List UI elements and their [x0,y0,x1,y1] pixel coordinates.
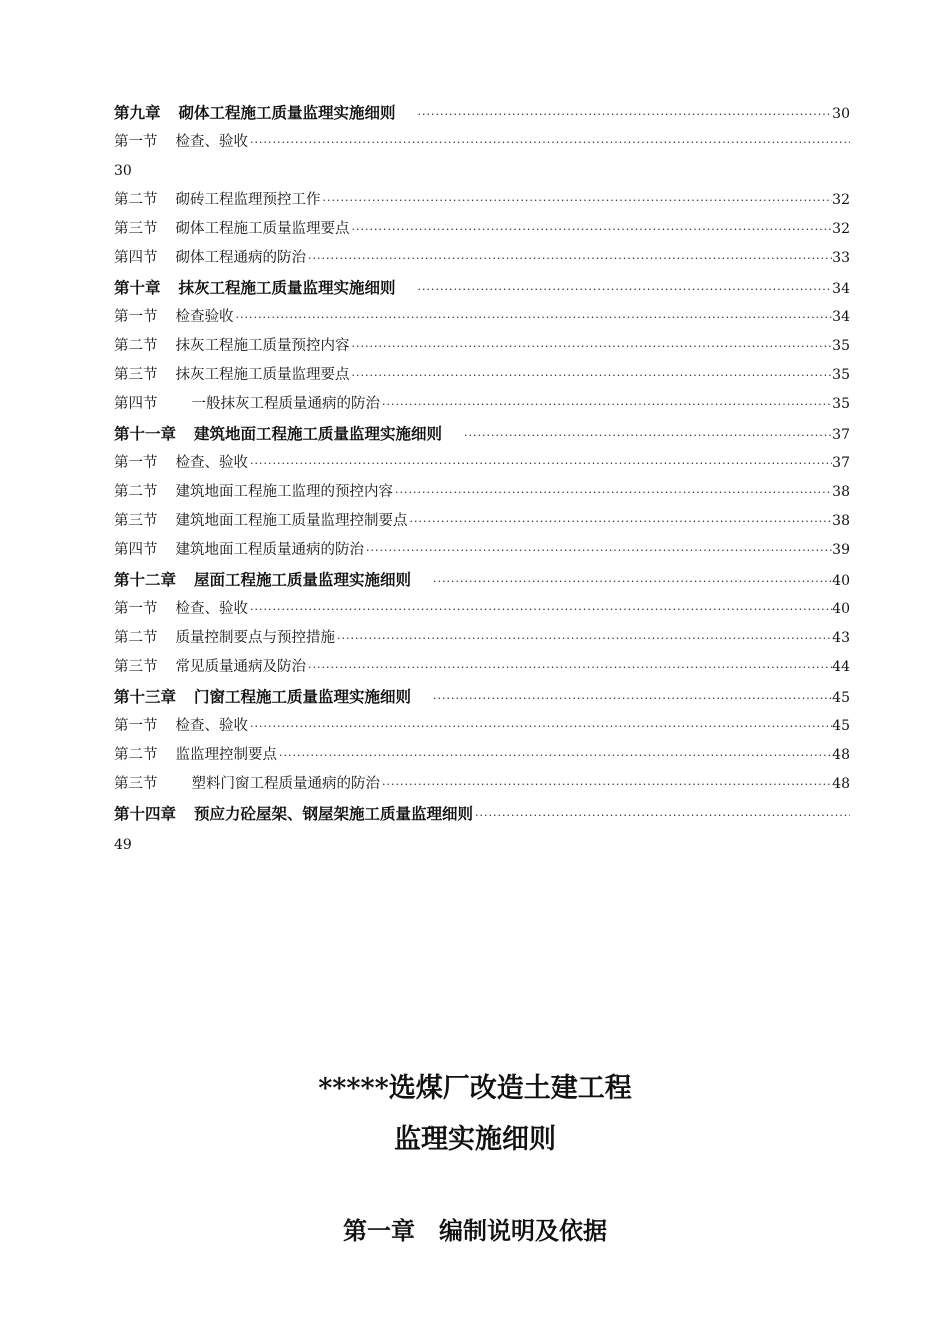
toc-page-number: 35 [832,396,850,412]
first-chapter-heading: 第一章 编制说明及依据 [343,1216,607,1245]
toc-section-entry [114,595,850,624]
toc-entry-title: 砌体工程通病的防治 [175,250,306,266]
toc-dot-leader [323,186,833,215]
toc-entry-label [114,244,308,273]
toc-entry-title: 抹灰工程施工质量监理要点 [175,367,350,383]
toc-section-entry [114,186,850,215]
toc-entry-number: 第二节 [114,630,158,646]
toc-chapter-entry [114,799,850,857]
toc-entry-number: 第三节 [114,367,158,383]
toc-section-entry [114,244,850,273]
toc-section-entry [114,507,850,536]
toc-entry-label [114,682,413,712]
toc-page-number: 39 [832,542,850,558]
toc-entry-label [114,273,398,303]
toc-entry-label [114,303,236,332]
toc-entry-number: 第一节 [114,718,158,734]
toc-page-number: 48 [832,747,850,763]
toc-page-number: 37 [832,455,850,471]
toc-chapter-entry [114,98,850,128]
toc-dot-leader [366,536,832,565]
toc-entry-label [114,419,444,449]
toc-entry-title: 检查验收 [175,309,234,325]
toc-entry-number: 第十三章 [114,687,177,706]
toc-page-number: 40 [832,573,850,589]
toc-entry-number: 第二节 [114,747,158,763]
toc-dot-leader [279,741,832,770]
toc-entry-label [114,98,398,128]
toc-entry-label [114,565,413,595]
toc-entry-number: 第三节 [114,513,158,529]
toc-page-number: 34 [832,309,850,325]
toc-section-entry [114,361,850,390]
toc-chapter-entry [114,682,850,712]
toc-entry-title: 建筑地面工程施工质量监理实施细则 [194,424,443,443]
toc-entry-title: 抹灰工程施工质量预控内容 [175,338,350,354]
toc-entry-number: 第九章 [114,103,161,122]
table-of-contents [114,98,850,857]
toc-section-entry [114,478,850,507]
toc-dot-leader [337,624,832,653]
toc-entry-number: 第一节 [114,134,158,150]
toc-dot-leader [250,595,832,624]
toc-dot-leader [236,303,833,332]
toc-entry-label [114,332,352,361]
toc-section-entry [114,536,850,565]
toc-entry-title: 砌体工程施工质量监理要点 [175,221,350,237]
toc-page-number: 32 [832,192,850,208]
toc-entry-label [114,128,250,157]
toc-chapter-entry [114,565,850,595]
toc-entry-number: 第四节 [114,542,158,558]
toc-dot-leader [433,684,832,712]
toc-dot-leader [475,801,850,831]
toc-entry-number: 第三节 [114,221,158,237]
toc-section-entry [114,332,850,361]
toc-page-number: 45 [832,718,850,734]
toc-entry-number: 第二节 [114,192,158,208]
toc-entry-number: 第一节 [114,309,158,325]
toc-page-number: 45 [832,690,850,706]
toc-entry-number: 第四节 [114,396,158,412]
toc-entry-title: 建筑地面工程质量通病的防治 [175,542,364,558]
toc-entry-title: 砌砖工程监理预控工作 [175,192,321,208]
toc-section-entry [114,390,850,419]
toc-entry-label [114,478,395,507]
toc-entry-title: 检查、验收 [175,718,248,734]
toc-page-number: 38 [832,513,850,529]
toc-page-number: 33 [832,250,850,266]
toc-entry-label [114,507,410,536]
toc-dot-leader [395,478,832,507]
toc-entry-title: 屋面工程施工质量监理实施细则 [194,570,412,589]
toc-entry-label [114,741,279,770]
toc-entry-title: 砌体工程施工质量监理实施细则 [178,103,396,122]
toc-entry-title: 常见质量通病及防治 [175,659,306,675]
toc-entry-label [114,215,352,244]
toc-dot-leader [433,567,832,595]
toc-entry-title: 一般抹灰工程质量通病的防治 [191,396,380,412]
toc-entry-label [114,361,352,390]
toc-dot-leader [410,507,833,536]
toc-page-number: 48 [832,776,850,792]
toc-dot-leader [352,361,833,390]
toc-page-number: 30 [114,163,132,179]
toc-entry-label [114,449,250,478]
toc-chapter-entry [114,273,850,303]
document-title-line1: *****选煤厂改造土建工程 [318,1073,632,1104]
toc-entry-number: 第一节 [114,455,158,471]
toc-entry-title: 抹灰工程施工质量监理实施细则 [178,278,396,297]
toc-dot-leader [308,653,832,682]
toc-page-number: 38 [832,484,850,500]
toc-entry-title: 门窗工程施工质量监理实施细则 [194,687,412,706]
toc-entry-number: 第四节 [114,250,158,266]
toc-section-entry [114,624,850,653]
toc-section-entry [114,215,850,244]
toc-entry-title: 监监理控制要点 [175,747,277,763]
toc-page-number: 37 [832,427,850,443]
toc-entry-number: 第十四章 [114,804,177,823]
toc-page-number: 32 [832,221,850,237]
toc-dot-leader [250,128,850,157]
toc-page-number: 43 [832,630,850,646]
toc-entry-number: 第二节 [114,484,158,500]
toc-section-entry [114,449,850,478]
toc-entry-number: 第一节 [114,601,158,617]
toc-entry-label [114,186,323,215]
toc-page-number: 44 [832,659,850,675]
toc-dot-leader [382,770,832,799]
toc-dot-leader [464,421,832,449]
toc-page-number: 49 [114,837,132,853]
toc-chapter-entry [114,419,850,449]
toc-page-number: 34 [832,281,850,297]
toc-section-entry [114,741,850,770]
toc-section-entry [114,653,850,682]
toc-dot-leader [308,244,832,273]
toc-entry-title: 检查、验收 [175,455,248,471]
toc-entry-number: 第十章 [114,278,161,297]
toc-entry-number: 第三节 [114,659,158,675]
toc-entry-label [114,390,382,419]
toc-entry-title: 塑料门窗工程质量通病的防治 [191,776,380,792]
toc-entry-label [114,595,250,624]
toc-dot-leader [352,332,833,361]
toc-entry-number: 第三节 [114,776,158,792]
toc-dot-leader [250,712,832,741]
toc-entry-title: 预应力砼屋架、钢屋架施工质量监理细则 [194,804,474,823]
toc-section-entry [114,770,850,799]
toc-entry-number: 第十一章 [114,424,177,443]
toc-entry-label [114,624,337,653]
toc-section-entry [114,128,850,186]
toc-entry-title: 质量控制要点与预控措施 [175,630,335,646]
toc-entry-title: 检查、验收 [175,134,248,150]
toc-page-number: 35 [832,338,850,354]
document-title-line2: 监理实施细则 [394,1124,556,1155]
toc-entry-label [114,799,475,829]
toc-section-entry [114,303,850,332]
toc-dot-leader [418,100,833,128]
toc-dot-leader [382,390,832,419]
toc-entry-title: 检查、验收 [175,601,248,617]
toc-entry-label [114,653,308,682]
toc-entry-number: 第十二章 [114,570,177,589]
toc-page-number: 40 [832,601,850,617]
toc-dot-leader [250,449,832,478]
toc-entry-label [114,536,366,565]
toc-section-entry [114,712,850,741]
toc-entry-number: 第二节 [114,338,158,354]
toc-entry-label [114,712,250,741]
toc-entry-title: 建筑地面工程施工质量监理控制要点 [175,513,408,529]
toc-page-number: 30 [832,106,850,122]
toc-dot-leader [352,215,833,244]
toc-entry-title: 建筑地面工程施工监理的预控内容 [175,484,393,500]
toc-dot-leader [418,275,833,303]
toc-page-number: 35 [832,367,850,383]
toc-entry-label [114,770,382,799]
